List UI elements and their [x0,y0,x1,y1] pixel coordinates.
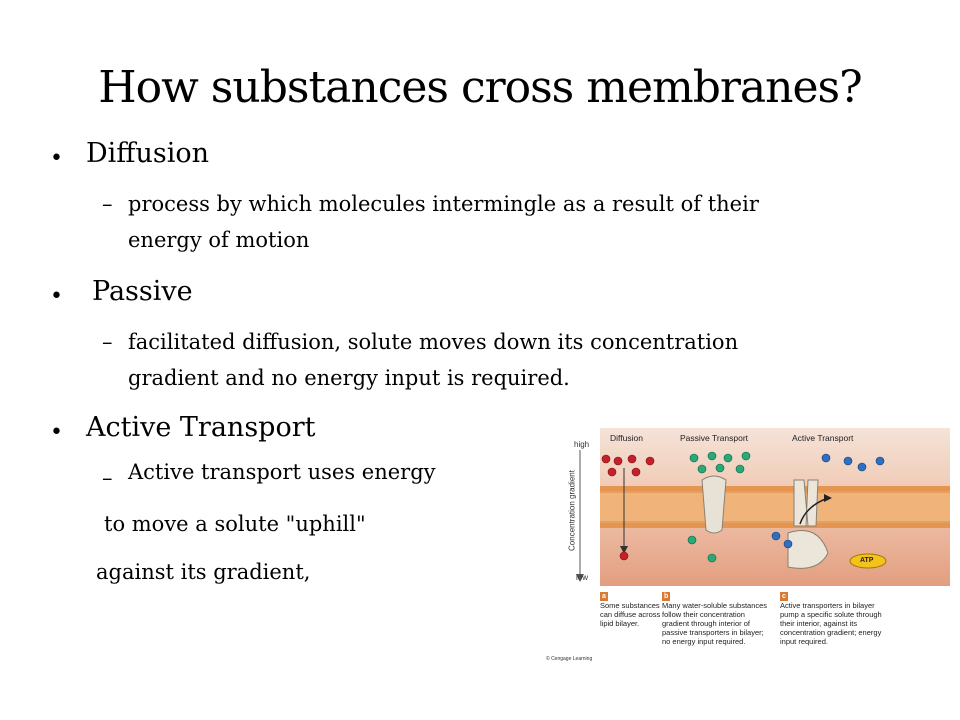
panel-header-diffusion: Diffusion [610,433,643,443]
bullet-heading-active-transport: Active Transport [86,412,316,443]
gradient-high-label: high [574,440,590,449]
membrane-transport-figure [546,428,952,668]
bullet-dot: • [50,420,63,445]
bullet-sub-diffusion: process by which molecules intermingle as a result of their energy of motion [128,192,759,252]
bullet-continuation-1: to move a solute "uphill" [104,512,366,536]
gradient-low-label: low [576,573,589,582]
dash: – [102,192,113,216]
dash: – [102,466,113,490]
dash: – [102,330,113,354]
figure-credit: © Cengage Learning [546,656,593,662]
bullet-sub-passive: facilitated diffusion, solute moves down its concentration gradient and no energy input is required. [128,330,739,390]
panel-header-passive: Passive Transport [680,433,749,443]
caption-text: Active transporters in bilayer pump a specific solute through their interior, against its concentration gradient; energy input required. [780,601,882,646]
caption-b [662,591,774,646]
caption-a [600,591,668,628]
atp-label: ATP [860,557,874,564]
gradient-axis-label: Concentration gradient [567,470,577,551]
bullet-dot: • [50,284,63,309]
slide-title: How substances cross membranes? [98,62,862,113]
caption-text: Many water-soluble substances follow their concentration gradient through interior of passive transporters in bilayer; no energy input required. [662,601,768,646]
caption-tag: b [664,593,669,600]
passive-transporter [702,476,726,533]
bullet-sub-active-transport: Active transport uses energy [128,460,436,484]
caption-tag: c [782,593,786,600]
bullet-heading-diffusion: Diffusion [86,138,209,169]
panel-header-active: Active Transport [792,433,854,443]
caption-tag: a [602,593,606,600]
caption-text: Some substances can diffuse across lipid bilayer. [600,601,661,628]
bullet-continuation-2: against its gradient, [96,560,311,584]
caption-c [780,591,892,646]
bullet-dot: • [50,146,63,171]
bullet-heading-passive: Passive [92,276,193,307]
